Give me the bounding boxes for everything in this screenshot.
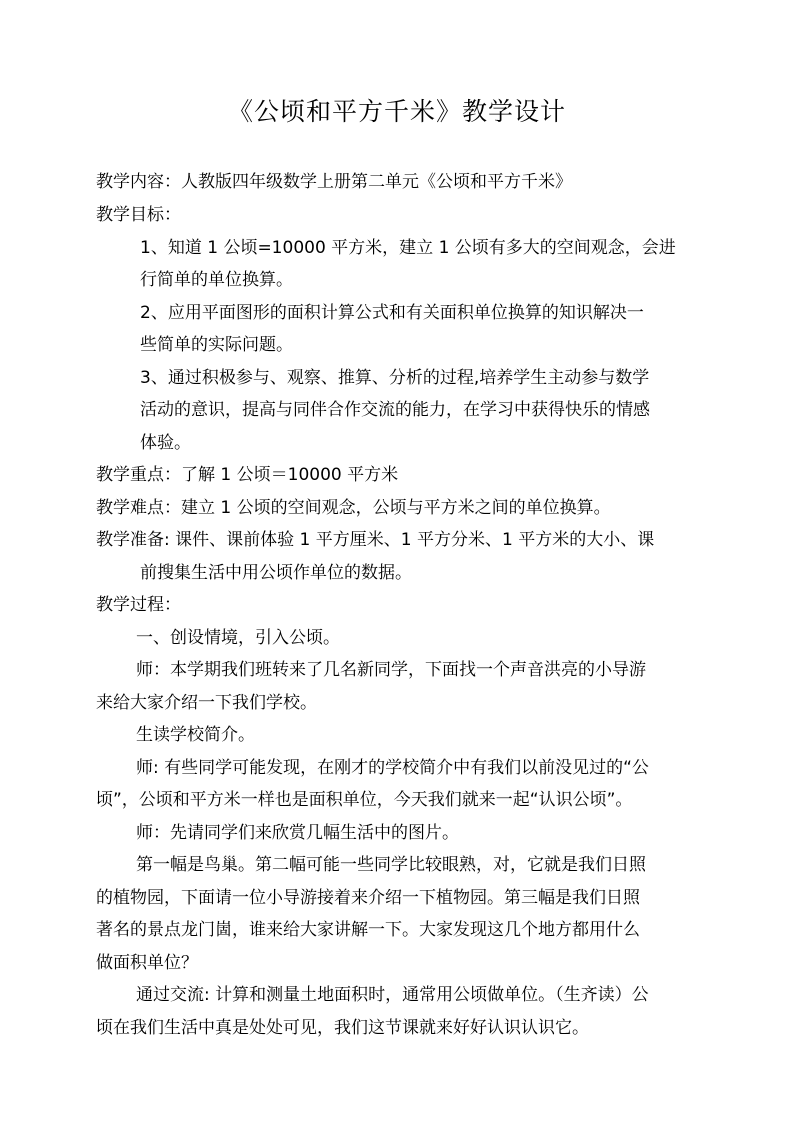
goal-3-line-3: 体验。: [140, 433, 191, 453]
paragraph-1-line-1: 师：本学期我们班转来了几名新同学，下面找一个声音洪亮的小导游: [136, 660, 646, 680]
teaching-goals-heading: 教学目标：: [96, 205, 181, 225]
key-points-line: 教学重点：了解 1 公顷＝10000 平方米: [96, 465, 399, 485]
paragraph-5-line-1: 第一幅是鸟巢。第二幅可能一些同学比较眼熟，对，它就是我们日照: [136, 855, 646, 875]
goal-3-line-2: 活动的意识，提高与同伴合作交流的能力，在学习中获得快乐的情感: [140, 400, 650, 420]
paragraph-1-line-2: 来给大家介绍一下我们学校。: [96, 693, 317, 713]
goal-3-line-1: 3、通过积极参与、观察、推算、分析的过程,培养学生主动参与数学: [140, 368, 650, 388]
paragraph-2-line-1: 生读学校简介。: [136, 725, 255, 745]
difficulties-line: 教学难点：建立 1 公顷的空间观念，公顷与平方米之间的单位换算。: [96, 498, 611, 518]
preparation-line-1: 教学准备: 课件、课前体验 1 平方厘米、1 平方分米、1 平方米的大小、课: [96, 530, 655, 550]
goal-2-line-2: 些简单的实际问题。: [140, 335, 293, 355]
paragraph-6-line-1: 通过交流: 计算和测量土地面积时，通常用公顷做单位。（生齐读）公: [136, 985, 649, 1005]
paragraph-5-line-2: 的植物园，下面请一位小导游接着来介绍一下植物园。第三幅是我们日照: [96, 888, 640, 908]
paragraph-3-line-1: 师: 有些同学可能发现，在刚才的学校简介中有我们以前没见过的“公: [136, 758, 649, 778]
paragraph-6-line-2: 顷在我们生活中真是处处可见，我们这节课就来好好认识认识它。: [96, 1018, 589, 1038]
paragraph-5-line-4: 做面积单位？: [96, 953, 198, 973]
preparation-line-2: 前搜集生活中用公顷作单位的数据。: [140, 563, 412, 583]
process-heading: 教学过程：: [96, 595, 181, 615]
document-title: 《公顷和平方千米》教学设计: [227, 97, 566, 126]
goal-2-line-1: 2、应用平面图形的面积计算公式和有关面积单位换算的知识解决一: [140, 303, 644, 323]
paragraph-4-line-1: 师：先请同学们来欣赏几幅生活中的图片。: [136, 823, 459, 843]
teaching-content-line: 教学内容：人教版四年级数学上册第二单元《公顷和平方千米》: [96, 172, 572, 192]
goal-1-line-1: 1、知道 1 公顷=10000 平方米，建立 1 公顷有多大的空间观念，会进: [140, 238, 676, 258]
paragraph-3-line-2: 顷”，公顷和平方米一样也是面积单位，今天我们就来一起“认识公顷”。: [96, 790, 633, 810]
goal-1-line-2: 行简单的单位换算。: [140, 270, 293, 290]
section-1-heading: 一、创设情境，引入公顷。: [136, 628, 340, 648]
paragraph-5-line-3: 著名的景点龙门崮，谁来给大家讲解一下。大家发现这几个地方都用什么: [96, 920, 640, 940]
